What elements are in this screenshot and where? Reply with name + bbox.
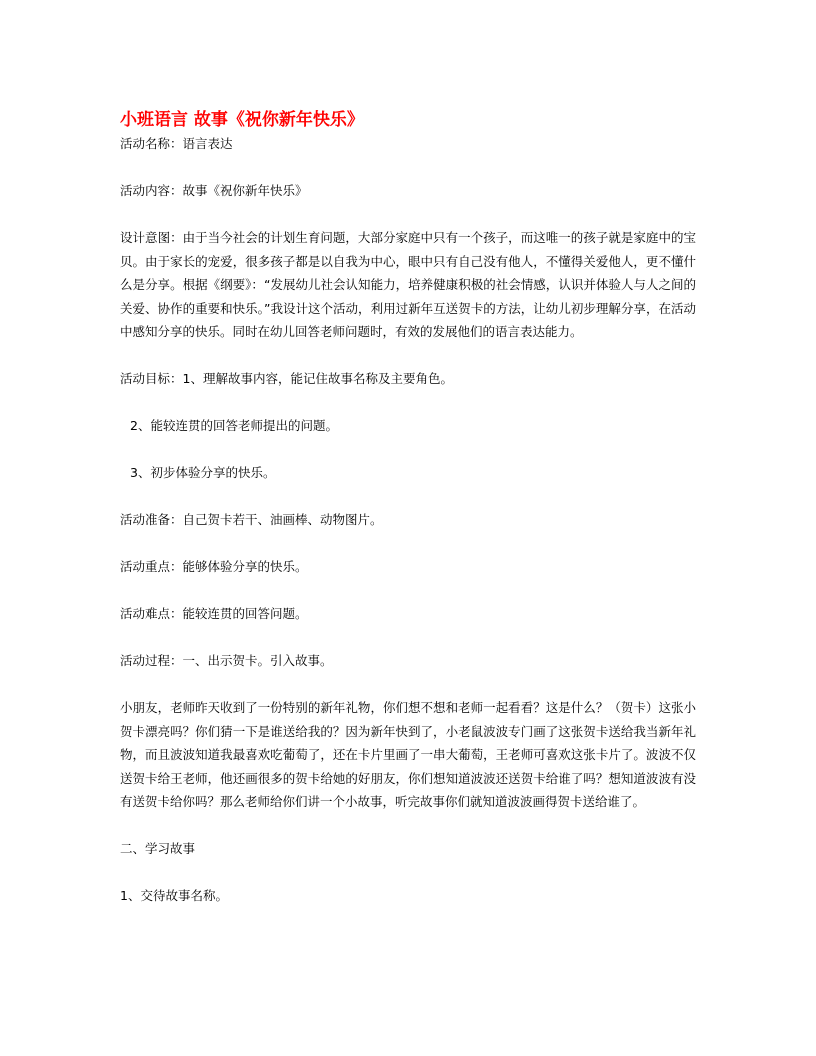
paragraph-step-1: 1、交待故事名称。 (120, 888, 228, 903)
paragraph-spacer (120, 344, 696, 368)
paragraph-spacer (120, 438, 696, 462)
paragraph-spacer (120, 814, 696, 838)
paragraph-spacer (120, 156, 696, 180)
paragraph-goal-3: 3、初步体验分享的快乐。 (130, 465, 276, 480)
paragraph-spacer (120, 532, 696, 556)
paragraph-activity-content: 活动内容：故事《祝你新年快乐》 (120, 183, 308, 198)
paragraph-spacer (120, 485, 696, 509)
document-title: 小班语言 故事《祝你新年快乐》 (120, 110, 364, 130)
paragraph-spacer (120, 391, 696, 415)
paragraph-activity-name: 活动名称：语言表达 (120, 136, 233, 151)
paragraph-spacer (120, 626, 696, 650)
paragraph-key-point: 活动重点：能够体验分享的快乐。 (120, 559, 308, 574)
paragraph-difficulty: 活动难点：能较连贯的回答问题。 (120, 606, 308, 621)
paragraph-spacer (120, 861, 696, 885)
paragraph-preparation: 活动准备：自己贺卡若干、油画棒、动物图片。 (120, 512, 383, 527)
document-body (120, 108, 696, 908)
paragraph-story-intro: 小朋友，老师昨天收到了一份特别的新年礼物，你们想不想和老师一起看看？这是什么？（贺卡）这张小贺卡漂亮吗？你们猜一下是谁送给我的？因为新年快到了，小老鼠波波专门画了这张贺卡送给我当新年礼物，而且波波知道我最喜欢吃葡萄了，还在卡片里画了一串大葡萄，王老师可喜欢这张卡片了。波波不仅送贺卡给王老师，他还画很多的贺卡给她的好朋友，你们想知道波波还送贺卡给谁了吗？想知道波波有没有送贺卡给你吗？那么老师给你们讲一个小故事，听完故事你们就知道波波画得贺卡送给谁了。 (120, 700, 696, 809)
paragraph-goal-2: 2、能较连贯的回答老师提出的问题。 (130, 418, 338, 433)
paragraph-design-intent: 设计意图：由于当今社会的计划生育问题，大部分家庭中只有一个孩子，而这唯一的孩子就是家庭中的宝贝。由于家长的宠爱，很多孩子都是以自我为中心，眼中只有自己没有他人，不懂得关爱他人，更不懂什么是分享。根据《纲要》：“发展幼儿社会认知能力，培养健康积极的社会情感，认识并体验人与人之间的关爱、协作的重要和快乐。”我设计这个活动，利用过新年互送贺卡的方法，让幼儿初步理解分享，在活动中感知分享的快乐。同时在幼儿回答老师问题时，有效的发展他们的语言表达能力。 (120, 230, 696, 339)
paragraph-spacer (120, 203, 696, 227)
paragraph-section-2: 二、学习故事 (120, 841, 196, 856)
paragraph-process: 活动过程：一、出示贺卡。引入故事。 (120, 653, 333, 668)
paragraph-spacer (120, 673, 696, 697)
paragraph-goal-1: 活动目标：1、理解故事内容，能记住故事名称及主要角色。 (120, 371, 453, 386)
paragraph-spacer (120, 579, 696, 603)
